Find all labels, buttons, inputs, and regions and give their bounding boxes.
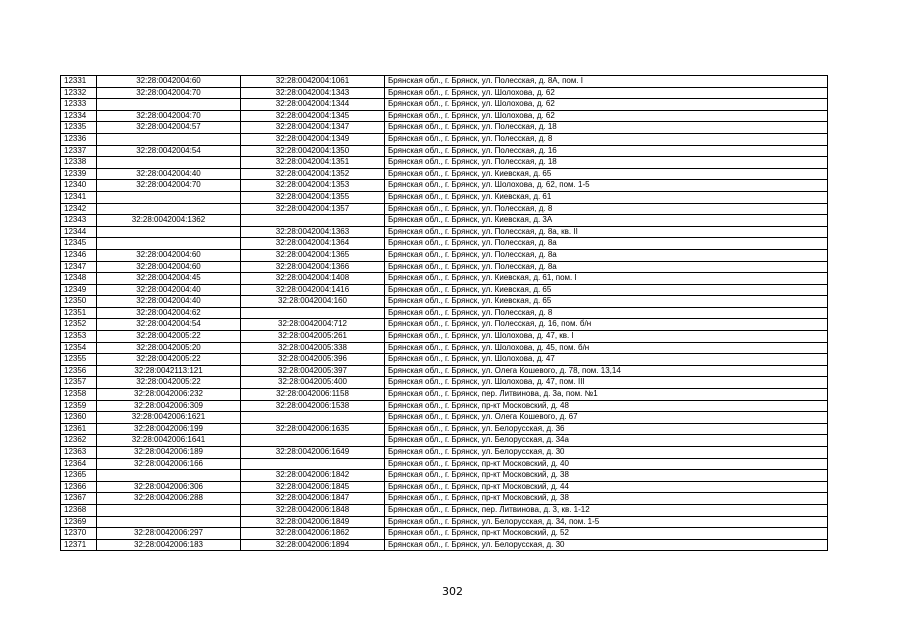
building-cadastral-number-cell: 32:28:0042004:1416 (241, 284, 385, 296)
address-cell: Брянская обл., г. Брянск, ул. Полесская, д. 8 (385, 203, 828, 215)
building-cadastral-number-cell: 32:28:0042004:1351 (241, 157, 385, 169)
address-cell: Брянская обл., г. Брянск, ул. Олега Кошевого, д. 78, пом. 13,14 (385, 365, 828, 377)
building-cadastral-number-cell: 32:28:0042004:1349 (241, 133, 385, 145)
land-cadastral-number-cell (97, 99, 241, 111)
table-row (61, 365, 828, 377)
row-number-cell: 12338 (61, 157, 97, 169)
table-row (61, 226, 828, 238)
row-number-cell: 12352 (61, 319, 97, 331)
land-cadastral-number-cell: 32:28:0042005:20 (97, 342, 241, 354)
registry-table (60, 75, 828, 551)
table-row (61, 470, 828, 482)
building-cadastral-number-cell (241, 307, 385, 319)
row-number-cell: 12335 (61, 122, 97, 134)
land-cadastral-number-cell: 32:28:0042005:22 (97, 354, 241, 366)
building-cadastral-number-cell: 32:28:0042006:1158 (241, 389, 385, 401)
row-number-cell: 12361 (61, 423, 97, 435)
row-number-cell: 12366 (61, 481, 97, 493)
land-cadastral-number-cell: 32:28:0042004:70 (97, 110, 241, 122)
building-cadastral-number-cell: 32:28:0042004:1344 (241, 99, 385, 111)
table-row (61, 180, 828, 192)
table-row (61, 331, 828, 343)
land-cadastral-number-cell: 32:28:0042006:183 (97, 539, 241, 551)
building-cadastral-number-cell (241, 458, 385, 470)
building-cadastral-number-cell: 32:28:0042004:1352 (241, 168, 385, 180)
address-cell: Брянская обл., г. Брянск, ул. Полесская, д. 8а (385, 249, 828, 261)
row-number-cell: 12353 (61, 331, 97, 343)
row-number-cell: 12350 (61, 296, 97, 308)
land-cadastral-number-cell: 32:28:0042004:57 (97, 122, 241, 134)
building-cadastral-number-cell: 32:28:0042006:1894 (241, 539, 385, 551)
row-number-cell: 12358 (61, 389, 97, 401)
row-number-cell: 12359 (61, 400, 97, 412)
address-cell: Брянская обл., г. Брянск, ул. Полесская, д. 18 (385, 122, 828, 134)
address-cell: Брянская обл., г. Брянск, ул. Белорусская, д. 36 (385, 423, 828, 435)
table-row (61, 157, 828, 169)
address-cell: Брянская обл., г. Брянск, ул. Белорусская, д. 34, пом. 1-5 (385, 516, 828, 528)
table-row (61, 284, 828, 296)
building-cadastral-number-cell: 32:28:0042004:1350 (241, 145, 385, 157)
address-cell: Брянская обл., г. Брянск, ул. Киевская, д. 65 (385, 296, 828, 308)
building-cadastral-number-cell: 32:28:0042004:1353 (241, 180, 385, 192)
land-cadastral-number-cell: 32:28:0042113:121 (97, 365, 241, 377)
address-cell: Брянская обл., г. Брянск, ул. Киевская, д. 3А (385, 215, 828, 227)
table-row (61, 261, 828, 273)
table-row (61, 342, 828, 354)
table-row (61, 516, 828, 528)
building-cadastral-number-cell: 32:28:0042005:338 (241, 342, 385, 354)
table-row (61, 215, 828, 227)
table-row (61, 377, 828, 389)
building-cadastral-number-cell: 32:28:0042004:1345 (241, 110, 385, 122)
table-row (61, 504, 828, 516)
land-cadastral-number-cell: 32:28:0042004:60 (97, 249, 241, 261)
row-number-cell: 12345 (61, 238, 97, 250)
row-number-cell: 12367 (61, 493, 97, 505)
row-number-cell: 12363 (61, 447, 97, 459)
land-cadastral-number-cell: 32:28:0042006:189 (97, 447, 241, 459)
registry-table-body (61, 76, 828, 551)
row-number-cell: 12364 (61, 458, 97, 470)
table-row (61, 191, 828, 203)
row-number-cell: 12333 (61, 99, 97, 111)
land-cadastral-number-cell: 32:28:0042004:45 (97, 273, 241, 285)
table-row (61, 539, 828, 551)
building-cadastral-number-cell: 32:28:0042006:1842 (241, 470, 385, 482)
address-cell: Брянская обл., г. Брянск, ул. Шолохова, д. 62 (385, 87, 828, 99)
row-number-cell: 12340 (61, 180, 97, 192)
land-cadastral-number-cell: 32:28:0042004:1362 (97, 215, 241, 227)
row-number-cell: 12369 (61, 516, 97, 528)
building-cadastral-number-cell: 32:28:0042006:1845 (241, 481, 385, 493)
table-row (61, 458, 828, 470)
land-cadastral-number-cell (97, 470, 241, 482)
land-cadastral-number-cell: 32:28:0042005:22 (97, 377, 241, 389)
row-number-cell: 12339 (61, 168, 97, 180)
address-cell: Брянская обл., г. Брянск, ул. Шолохова, д. 62 (385, 99, 828, 111)
address-cell: Брянская обл., г. Брянск, ул. Белорусская, д. 30 (385, 447, 828, 459)
row-number-cell: 12331 (61, 76, 97, 88)
table-row (61, 110, 828, 122)
row-number-cell: 12351 (61, 307, 97, 319)
row-number-cell: 12334 (61, 110, 97, 122)
row-number-cell: 12365 (61, 470, 97, 482)
building-cadastral-number-cell: 32:28:0042004:1364 (241, 238, 385, 250)
building-cadastral-number-cell: 32:28:0042004:1347 (241, 122, 385, 134)
address-cell: Брянская обл., г. Брянск, пр-кт Московский, д. 38 (385, 493, 828, 505)
address-cell: Брянская обл., г. Брянск, ул. Полесская, д. 16 (385, 145, 828, 157)
row-number-cell: 12370 (61, 528, 97, 540)
building-cadastral-number-cell: 32:28:0042006:1862 (241, 528, 385, 540)
address-cell: Брянская обл., г. Брянск, ул. Полесская, д. 8 (385, 307, 828, 319)
address-cell: Брянская обл., г. Брянск, ул. Шолохова, д. 62 (385, 110, 828, 122)
land-cadastral-number-cell: 32:28:0042006:309 (97, 400, 241, 412)
building-cadastral-number-cell: 32:28:0042006:1847 (241, 493, 385, 505)
land-cadastral-number-cell: 32:28:0042005:22 (97, 331, 241, 343)
land-cadastral-number-cell (97, 203, 241, 215)
row-number-cell: 12357 (61, 377, 97, 389)
row-number-cell: 12341 (61, 191, 97, 203)
row-number-cell: 12332 (61, 87, 97, 99)
table-row (61, 307, 828, 319)
address-cell: Брянская обл., г. Брянск, ул. Киевская, д. 61 (385, 191, 828, 203)
building-cadastral-number-cell: 32:28:0042006:1635 (241, 423, 385, 435)
table-row (61, 389, 828, 401)
land-cadastral-number-cell: 32:28:0042006:1621 (97, 412, 241, 424)
address-cell: Брянская обл., г. Брянск, ул. Белорусская, д. 34а (385, 435, 828, 447)
building-cadastral-number-cell: 32:28:0042004:1357 (241, 203, 385, 215)
address-cell: Брянская обл., г. Брянск, пр-кт Московский, д. 48 (385, 400, 828, 412)
address-cell: Брянская обл., г. Брянск, ул. Полесская, д. 8а (385, 238, 828, 250)
address-cell: Брянская обл., г. Брянск, ул. Полесская, д. 8а, кв. II (385, 226, 828, 238)
table-row (61, 447, 828, 459)
table-row (61, 99, 828, 111)
table-row (61, 145, 828, 157)
address-cell: Брянская обл., г. Брянск, ул. Полесская, д. 8 (385, 133, 828, 145)
building-cadastral-number-cell: 32:28:0042004:1343 (241, 87, 385, 99)
building-cadastral-number-cell: 32:28:0042006:1538 (241, 400, 385, 412)
land-cadastral-number-cell: 32:28:0042006:288 (97, 493, 241, 505)
building-cadastral-number-cell: 32:28:0042004:1061 (241, 76, 385, 88)
table-row (61, 203, 828, 215)
land-cadastral-number-cell: 32:28:0042006:166 (97, 458, 241, 470)
table-row (61, 238, 828, 250)
table-row (61, 168, 828, 180)
table-row (61, 87, 828, 99)
land-cadastral-number-cell: 32:28:0042004:40 (97, 284, 241, 296)
table-row (61, 319, 828, 331)
table-row (61, 273, 828, 285)
address-cell: Брянская обл., г. Брянск, ул. Олега Кошевого, д. 67 (385, 412, 828, 424)
building-cadastral-number-cell: 32:28:0042005:397 (241, 365, 385, 377)
table-row (61, 296, 828, 308)
land-cadastral-number-cell (97, 191, 241, 203)
land-cadastral-number-cell: 32:28:0042006:232 (97, 389, 241, 401)
building-cadastral-number-cell (241, 412, 385, 424)
building-cadastral-number-cell: 32:28:0042004:712 (241, 319, 385, 331)
building-cadastral-number-cell (241, 435, 385, 447)
land-cadastral-number-cell: 32:28:0042004:70 (97, 180, 241, 192)
address-cell: Брянская обл., г. Брянск, ул. Шолохова, д. 47, кв. I (385, 331, 828, 343)
row-number-cell: 12371 (61, 539, 97, 551)
land-cadastral-number-cell: 32:28:0042004:40 (97, 296, 241, 308)
land-cadastral-number-cell (97, 133, 241, 145)
land-cadastral-number-cell (97, 238, 241, 250)
building-cadastral-number-cell: 32:28:0042004:160 (241, 296, 385, 308)
row-number-cell: 12354 (61, 342, 97, 354)
row-number-cell: 12356 (61, 365, 97, 377)
land-cadastral-number-cell (97, 516, 241, 528)
building-cadastral-number-cell: 32:28:0042004:1408 (241, 273, 385, 285)
row-number-cell: 12355 (61, 354, 97, 366)
row-number-cell: 12337 (61, 145, 97, 157)
land-cadastral-number-cell: 32:28:0042006:199 (97, 423, 241, 435)
land-cadastral-number-cell: 32:28:0042004:40 (97, 168, 241, 180)
row-number-cell: 12362 (61, 435, 97, 447)
table-row (61, 528, 828, 540)
building-cadastral-number-cell: 32:28:0042004:1363 (241, 226, 385, 238)
table-row (61, 481, 828, 493)
row-number-cell: 12347 (61, 261, 97, 273)
land-cadastral-number-cell: 32:28:0042004:70 (97, 87, 241, 99)
address-cell: Брянская обл., г. Брянск, ул. Шолохова, д. 47 (385, 354, 828, 366)
address-cell: Брянская обл., г. Брянск, ул. Киевская, д. 65 (385, 168, 828, 180)
building-cadastral-number-cell: 32:28:0042005:396 (241, 354, 385, 366)
building-cadastral-number-cell: 32:28:0042006:1848 (241, 504, 385, 516)
address-cell: Брянская обл., г. Брянск, пр-кт Московский, д. 44 (385, 481, 828, 493)
building-cadastral-number-cell (241, 215, 385, 227)
row-number-cell: 12360 (61, 412, 97, 424)
table-row (61, 412, 828, 424)
address-cell: Брянская обл., г. Брянск, пр-кт Московский, д. 38 (385, 470, 828, 482)
address-cell: Брянская обл., г. Брянск, ул. Полесская, д. 8А, пом. I (385, 76, 828, 88)
row-number-cell: 12343 (61, 215, 97, 227)
building-cadastral-number-cell: 32:28:0042006:1649 (241, 447, 385, 459)
row-number-cell: 12349 (61, 284, 97, 296)
building-cadastral-number-cell: 32:28:0042005:261 (241, 331, 385, 343)
table-row (61, 435, 828, 447)
address-cell: Брянская обл., г. Брянск, ул. Киевская, д. 65 (385, 284, 828, 296)
land-cadastral-number-cell: 32:28:0042006:1641 (97, 435, 241, 447)
building-cadastral-number-cell: 32:28:0042004:1365 (241, 249, 385, 261)
land-cadastral-number-cell: 32:28:0042004:54 (97, 319, 241, 331)
address-cell: Брянская обл., г. Брянск, ул. Белорусская, д. 30 (385, 539, 828, 551)
row-number-cell: 12336 (61, 133, 97, 145)
land-cadastral-number-cell: 32:28:0042004:60 (97, 76, 241, 88)
land-cadastral-number-cell: 32:28:0042004:60 (97, 261, 241, 273)
row-number-cell: 12344 (61, 226, 97, 238)
address-cell: Брянская обл., г. Брянск, пр-кт Московский, д. 52 (385, 528, 828, 540)
row-number-cell: 12348 (61, 273, 97, 285)
table-row (61, 133, 828, 145)
building-cadastral-number-cell: 32:28:0042004:1366 (241, 261, 385, 273)
table-row (61, 76, 828, 88)
page-number: 302 (442, 585, 463, 598)
address-cell: Брянская обл., г. Брянск, ул. Полесская, д. 18 (385, 157, 828, 169)
table-row (61, 423, 828, 435)
building-cadastral-number-cell: 32:28:0042004:1355 (241, 191, 385, 203)
land-cadastral-number-cell: 32:28:0042004:62 (97, 307, 241, 319)
address-cell: Брянская обл., г. Брянск, ул. Полесская, д. 16, пом. б/н (385, 319, 828, 331)
land-cadastral-number-cell: 32:28:0042004:54 (97, 145, 241, 157)
land-cadastral-number-cell (97, 504, 241, 516)
land-cadastral-number-cell (97, 226, 241, 238)
row-number-cell: 12346 (61, 249, 97, 261)
table-row (61, 354, 828, 366)
land-cadastral-number-cell (97, 157, 241, 169)
address-cell: Брянская обл., г. Брянск, ул. Шолохова, д. 47, пом. III (385, 377, 828, 389)
address-cell: Брянская обл., г. Брянск, ул. Шолохова, д. 62, пом. 1-5 (385, 180, 828, 192)
address-cell: Брянская обл., г. Брянск, пр-кт Московский, д. 40 (385, 458, 828, 470)
row-number-cell: 12368 (61, 504, 97, 516)
table-row (61, 400, 828, 412)
address-cell: Брянская обл., г. Брянск, пер. Литвинова, д. 3а, пом. №1 (385, 389, 828, 401)
table-row (61, 493, 828, 505)
land-cadastral-number-cell: 32:28:0042006:297 (97, 528, 241, 540)
table-row (61, 122, 828, 134)
table-row (61, 249, 828, 261)
building-cadastral-number-cell: 32:28:0042006:1849 (241, 516, 385, 528)
land-cadastral-number-cell: 32:28:0042006:306 (97, 481, 241, 493)
building-cadastral-number-cell: 32:28:0042005:400 (241, 377, 385, 389)
address-cell: Брянская обл., г. Брянск, ул. Шолохова, д. 45, пом. б/н (385, 342, 828, 354)
row-number-cell: 12342 (61, 203, 97, 215)
address-cell: Брянская обл., г. Брянск, ул. Полесская, д. 8а (385, 261, 828, 273)
address-cell: Брянская обл., г. Брянск, пер. Литвинова, д. 3, кв. 1-12 (385, 504, 828, 516)
address-cell: Брянская обл., г. Брянск, ул. Киевская, д. 61, пом. I (385, 273, 828, 285)
